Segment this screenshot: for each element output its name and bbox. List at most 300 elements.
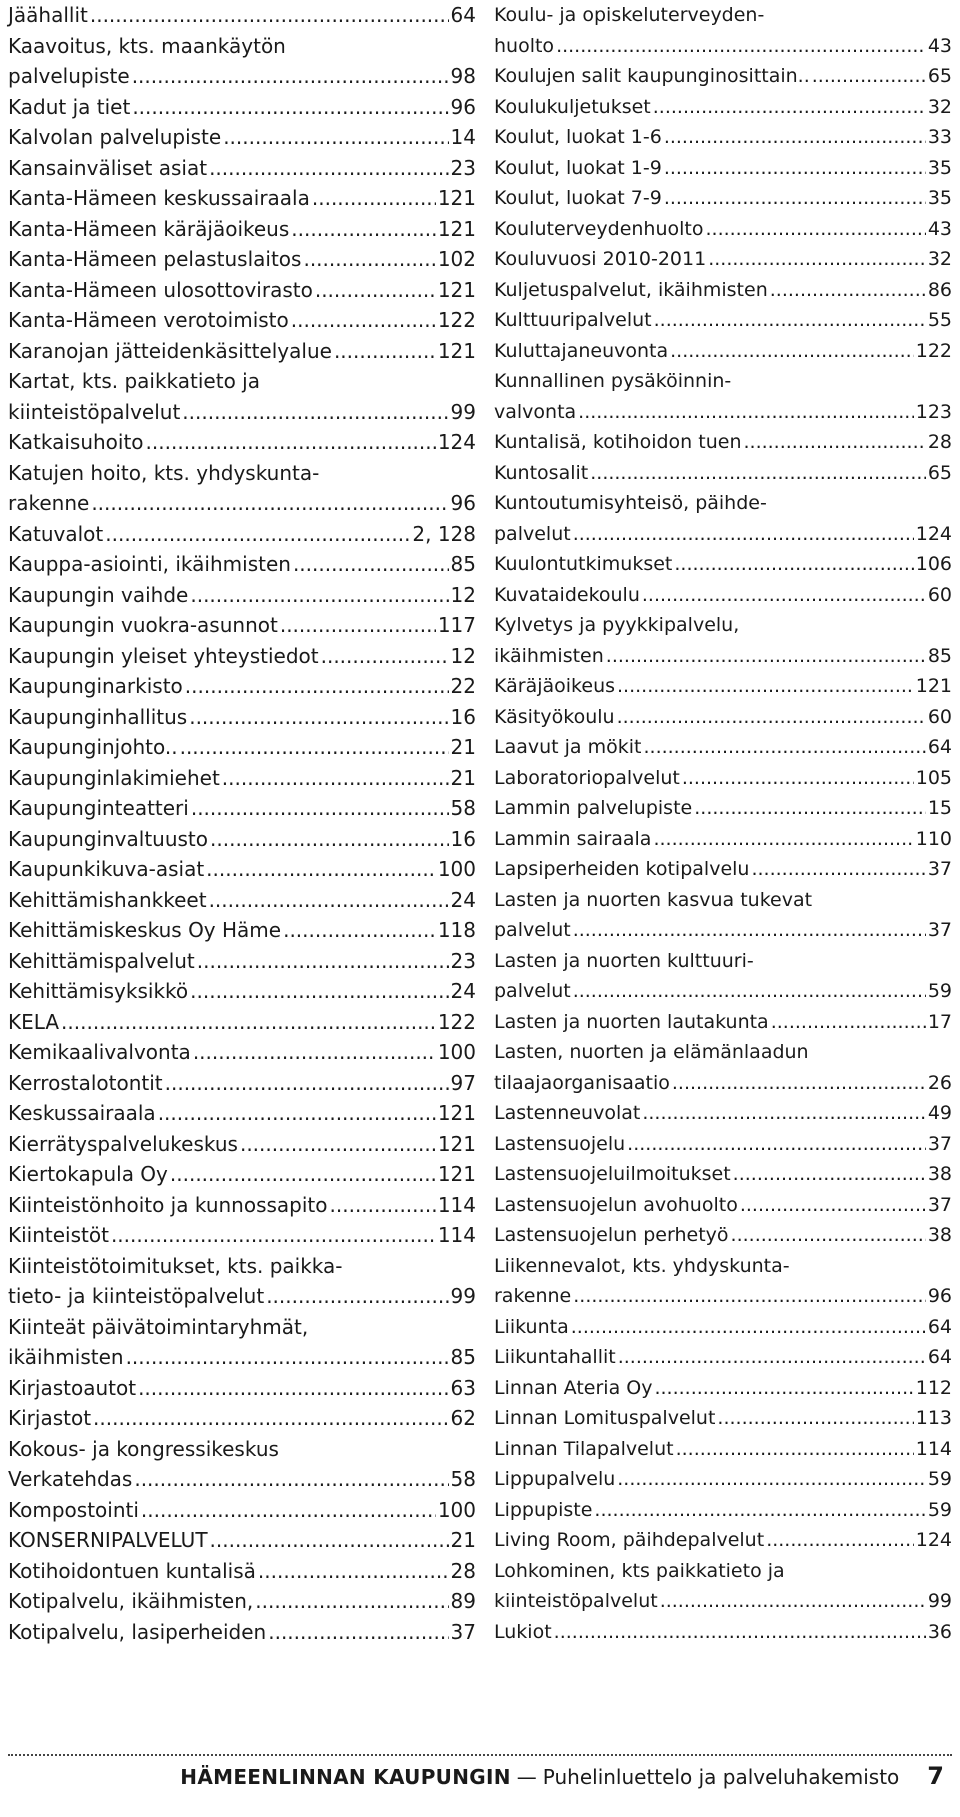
index-entry	[8, 1403, 476, 1434]
dot-leader	[90, 0, 449, 31]
index-entry-page: 96	[450, 94, 476, 119]
dot-leader	[617, 1464, 926, 1495]
index-entry	[494, 153, 952, 184]
index-entry-page: 37	[450, 1619, 476, 1644]
index-entry-name: Lasten ja nuorten lautakunta	[494, 1010, 769, 1033]
index-entry	[8, 0, 476, 31]
index-entry-name: Linnan Ateria Oy	[494, 1376, 653, 1399]
index-entry	[494, 671, 952, 702]
index-entry-page: 37	[927, 1193, 952, 1216]
index-entry	[494, 1495, 952, 1526]
index-entry-name: Koulut, luokat 7-9	[494, 187, 662, 209]
index-entry-name: Verkatehdas	[8, 1467, 133, 1491]
index-entry-name: Lippupiste	[494, 1498, 593, 1521]
index-entry-page: 38	[927, 1163, 952, 1185]
index-column-left	[8, 0, 476, 1647]
index-entry-heading: Katujen hoito, kts. yhdyskunta-	[8, 460, 320, 485]
index-entry	[8, 732, 476, 763]
index-entry	[494, 1129, 952, 1160]
index-entry-name: Kaupunginvaltuusto	[8, 826, 209, 851]
index-entry	[8, 549, 476, 580]
index-entry-name: Kehittämiskeskus Oy Häme	[8, 918, 282, 942]
index-entry-page: 32	[927, 95, 952, 118]
index-entry-name: Lastensuojelun avohuolto	[494, 1193, 738, 1216]
index-entry-page: 123	[915, 400, 952, 423]
index-entry-page: 14	[450, 125, 476, 149]
index-entry-name: Kuntalisä, kotihoidon tuen	[494, 431, 742, 453]
dot-leader	[654, 305, 926, 336]
index-entry-name: huolto	[494, 34, 555, 57]
index-entry-page: 36	[927, 1620, 952, 1643]
index-entry-page: 112	[915, 1376, 952, 1399]
dot-leader	[291, 214, 436, 245]
dot-leader	[315, 275, 436, 306]
dot-leader	[590, 458, 926, 489]
index-entry	[8, 702, 476, 733]
index-entry-page: 99	[450, 399, 476, 424]
dot-leader	[330, 1190, 436, 1221]
footer-subtitle: Puhelinluettelo ja palveluhakemisto	[542, 1765, 900, 1789]
index-entry-name: Koulut, luokat 1-9	[494, 156, 662, 179]
dot-leader	[138, 1373, 448, 1404]
index-entry-page: 43	[927, 34, 952, 57]
index-entry-page: 33	[927, 126, 952, 148]
footer-dash: —	[516, 1765, 537, 1789]
index-entry-name: Käsityökoulu	[494, 705, 615, 728]
dot-leader	[812, 61, 926, 92]
index-entry	[494, 275, 952, 306]
dot-leader	[255, 1586, 448, 1617]
dot-leader	[573, 519, 914, 550]
index-entry-name: Kauppa-asiointi, ikäihmisten	[8, 552, 291, 576]
index-entry-page: 124	[437, 430, 476, 454]
index-entry-heading: Kunnallinen pysäköinnin-	[494, 370, 732, 392]
dot-leader	[606, 641, 926, 672]
index-entry-page: 62	[450, 1406, 476, 1430]
dot-leader	[266, 1281, 448, 1312]
index-entry-page: 55	[927, 309, 952, 331]
dot-leader	[751, 854, 925, 885]
index-entry-page: 99	[927, 1590, 952, 1612]
index-entry	[8, 519, 476, 550]
index-entry-page: 122	[437, 1009, 476, 1034]
index-entry-heading: Kiinteistötoimitukset, kts. paikka-	[8, 1253, 343, 1278]
index-entry-page: 100	[437, 857, 476, 881]
dot-leader	[694, 793, 926, 824]
dot-leader	[676, 1434, 914, 1465]
dot-leader	[165, 1068, 449, 1099]
index-entry-page: 21	[450, 1528, 476, 1552]
index-entry	[8, 885, 476, 916]
index-entry-name: Koulukuljetukset	[494, 95, 651, 118]
index-entry-page: 106	[915, 553, 952, 575]
index-entry-page: 102	[437, 247, 476, 271]
index-entry-name: palvelut	[494, 980, 571, 1002]
dot-leader	[126, 1342, 449, 1373]
index-entry	[494, 580, 952, 611]
index-entry-name: Kemikaalivalvonta	[8, 1040, 191, 1064]
index-entry-page: 23	[450, 948, 476, 973]
index-entry	[494, 183, 952, 214]
dot-leader	[111, 1220, 436, 1251]
index-entry-name: Lukiot	[494, 1620, 552, 1643]
index-entry-name: kiinteistöpalvelut	[494, 1590, 658, 1612]
index-entry-name: Kirjastoautot	[8, 1375, 137, 1400]
dot-leader	[209, 885, 449, 916]
index-entry-page: 65	[927, 461, 952, 484]
dot-leader	[189, 702, 448, 733]
dot-leader	[733, 1159, 926, 1190]
footer-divider	[8, 1754, 952, 1756]
dot-leader	[193, 1037, 436, 1068]
index-entry-page: 35	[927, 187, 952, 209]
index-entry-name: palvelut	[494, 522, 571, 545]
index-entry-name: Keskussairaala	[8, 1101, 156, 1125]
index-entry	[8, 946, 476, 977]
index-entry-name: Laboratoriopalvelut	[494, 766, 680, 789]
index-entry-name: Kansainväliset asiat	[8, 155, 208, 180]
index-entry-name: Kuvataidekoulu	[494, 583, 640, 606]
dot-leader	[182, 397, 448, 428]
index-entry-name: Kaupungin vuokra-asunnot	[8, 613, 278, 637]
dot-leader	[653, 824, 913, 855]
index-entry	[494, 1464, 952, 1495]
index-entry-page: 59	[927, 980, 952, 1002]
index-entry	[494, 519, 952, 550]
index-entry	[8, 1068, 476, 1099]
index-entry-name: Linnan Lomituspalvelut	[494, 1407, 716, 1429]
index-entry-page: 59	[927, 1498, 952, 1521]
index-entry-name: Kotihoidontuen kuntalisä	[8, 1558, 256, 1583]
index-entry-page: 121	[437, 1162, 476, 1186]
index-entry-name: Karanojan jätteidenkäsittelyalue	[8, 338, 332, 363]
index-entry-page: 38	[927, 1224, 952, 1246]
dot-leader	[674, 549, 913, 580]
index-entry-page: 117	[437, 613, 476, 637]
index-entry	[8, 1007, 476, 1038]
index-entry-page: 28	[450, 1558, 476, 1583]
index-entry-page: 114	[437, 1192, 476, 1217]
index-entry	[494, 1525, 952, 1556]
index-entry-name: Kaupunginteatteri	[8, 796, 189, 820]
index-entry-name: Kouluvuosi 2010-2011	[494, 248, 707, 270]
dot-leader	[197, 946, 449, 977]
index-entry	[494, 92, 952, 123]
dot-leader	[743, 427, 925, 458]
index-entry-page: 23	[450, 155, 476, 180]
index-entry-name: Kehittämishankkeet	[8, 887, 207, 912]
index-entry	[494, 1159, 952, 1190]
index-entry-name: Kulttuuripalvelut	[494, 309, 652, 331]
index-entry-page: 121	[915, 675, 952, 697]
dot-leader	[660, 1586, 926, 1617]
index-entry-page: 89	[450, 1589, 476, 1613]
index-entry	[494, 244, 952, 275]
index-entry	[8, 763, 476, 794]
index-entry-page: 85	[450, 1345, 476, 1369]
index-entry-name: Katuvalot	[8, 521, 104, 546]
dot-leader	[293, 549, 449, 580]
index-entry-page: 113	[915, 1407, 952, 1429]
index-entry-page: 105	[915, 766, 952, 789]
index-entry-name: Kadut ja tiet	[8, 94, 131, 119]
dot-leader	[643, 732, 925, 763]
index-entry-page: 121	[437, 1101, 476, 1125]
index-entry-page: 118	[437, 918, 476, 942]
index-entry-page: 16	[450, 704, 476, 729]
dot-leader	[185, 671, 449, 702]
footer-brand: HÄMEENLINNAN KAUPUNGIN	[180, 1765, 511, 1789]
dot-leader	[61, 1007, 436, 1038]
dot-leader	[303, 244, 435, 275]
dot-leader	[190, 976, 448, 1007]
dot-leader	[132, 61, 449, 92]
index-entry-name: KONSERNIPALVELUT	[8, 1528, 208, 1552]
index-entry-page: 114	[437, 1223, 476, 1247]
index-entry-name: Kouluterveydenhuolto	[494, 217, 704, 240]
dot-leader	[708, 244, 926, 275]
index-entry	[8, 976, 476, 1007]
index-entry-page: 58	[450, 796, 476, 820]
index-entry-page: 21	[450, 765, 476, 790]
dot-leader	[141, 1495, 436, 1526]
index-entry-name: Kanta-Hämeen käräjäoikeus	[8, 216, 290, 241]
index-entry-heading: Kokous- ja kongressikeskus	[8, 1436, 279, 1461]
dot-leader	[573, 1281, 926, 1312]
index-entry-page: 24	[450, 887, 476, 912]
index-entry	[494, 1220, 952, 1251]
dot-leader	[158, 1098, 436, 1129]
index-entry-name: Kalvolan palvelupiste	[8, 125, 222, 149]
dot-leader	[321, 641, 449, 672]
index-entry-page: 12	[450, 643, 476, 668]
index-entry-page: 26	[927, 1071, 952, 1094]
index-entry-page: 37	[927, 858, 952, 880]
dot-leader	[268, 1617, 448, 1648]
index-entry-name: ikäihmisten	[8, 1345, 124, 1369]
index-entry-name: rakenne	[494, 1285, 572, 1307]
index-entry-name: rakenne	[8, 491, 90, 515]
index-entry	[494, 1403, 952, 1434]
index-entry-page: 114	[915, 1437, 952, 1460]
index-entry	[8, 1373, 476, 1404]
index-entry	[8, 854, 476, 885]
index-entry-page: 37	[927, 1132, 952, 1155]
dot-leader	[210, 824, 449, 855]
dot-leader	[146, 427, 436, 458]
index-entry-name: Liikuntahallit	[494, 1346, 616, 1368]
index-entry-page: 64	[450, 3, 476, 27]
index-entry	[8, 1586, 476, 1617]
index-entry-name: Kotipalvelu, lasiperheiden	[8, 1619, 267, 1644]
index-entry-name: Living Room, päihdepalvelut	[494, 1529, 765, 1551]
index-entry-name: Käräjäoikeus	[494, 675, 616, 697]
index-entry-page: 12	[450, 582, 476, 607]
index-entry-name: Kerrostalotontit	[8, 1070, 163, 1095]
dot-leader	[618, 1342, 926, 1373]
index-entry	[494, 397, 952, 428]
index-entry	[8, 641, 476, 672]
index-entry-name: Kaupungin yleiset yhteystiedot	[8, 643, 319, 668]
index-entry-heading: Kartat, kts. paikkatieto ja	[8, 369, 260, 393]
index-entry-page: 122	[437, 308, 476, 332]
index-entry	[8, 610, 476, 641]
index-entry-page: 49	[927, 1102, 952, 1124]
page-footer	[0, 1762, 944, 1790]
index-entry-page: 121	[437, 277, 476, 302]
index-entry-name: Liikunta	[494, 1315, 569, 1338]
index-entry-heading: Koulu- ja opiskeluterveyden-	[494, 4, 765, 26]
index-entry-page: 97	[450, 1070, 476, 1095]
index-entry-page: 35	[927, 156, 952, 179]
index-entry	[8, 793, 476, 824]
index-entry	[494, 1068, 952, 1099]
index-entry-name: Lastenneuvolat	[494, 1102, 641, 1124]
dot-leader	[222, 763, 449, 794]
index-entry	[8, 1129, 476, 1160]
dot-leader	[642, 1098, 925, 1129]
index-entry	[8, 214, 476, 245]
index-entry	[494, 854, 952, 885]
index-entry-name: valvonta	[494, 400, 577, 423]
dot-leader	[180, 732, 449, 763]
dot-leader	[664, 183, 926, 214]
dot-leader	[312, 183, 436, 214]
dot-leader	[210, 1525, 449, 1556]
index-entry-name: Kanta-Hämeen verotoimisto	[8, 308, 289, 332]
index-entry	[494, 1007, 952, 1038]
dot-leader	[670, 336, 914, 367]
index-entry	[8, 397, 476, 428]
index-entry	[8, 915, 476, 946]
index-entry-page: 124	[915, 1529, 952, 1551]
dot-leader	[258, 1556, 449, 1587]
index-entry-page: 100	[437, 1497, 476, 1522]
dot-leader	[672, 1068, 926, 1099]
index-entry-page: 100	[437, 1040, 476, 1064]
index-entry-page: 124	[915, 522, 952, 545]
index-entry-name: Kaupungin vaihde	[8, 582, 189, 607]
index-entry-name: Lastensuojeluilmoitukset	[494, 1163, 731, 1185]
dot-leader	[664, 122, 926, 153]
index-entry-name: Kuntosalit	[494, 461, 589, 484]
page-number: 7	[927, 1762, 944, 1790]
dot-leader	[105, 519, 410, 550]
index-entry	[8, 1190, 476, 1221]
index-entry-page: 121	[437, 216, 476, 241]
index-entry	[8, 275, 476, 306]
index-entry	[8, 488, 476, 519]
index-entry-heading: Lasten ja nuorten kulttuuri-	[494, 949, 754, 972]
index-entry-page: 63	[450, 1375, 476, 1400]
index-entry	[494, 305, 952, 336]
index-entry	[8, 1220, 476, 1251]
index-entry	[494, 763, 952, 794]
index-entry-page: 122	[915, 339, 952, 362]
index-entry-page: 21	[450, 735, 476, 759]
index-entry	[494, 915, 952, 946]
dot-leader	[627, 1129, 926, 1160]
index-entry-heading: Kylvetys ja pyykkipalvelu,	[494, 614, 740, 636]
index-entry-name: Kotipalvelu, ikäihmisten,	[8, 1589, 254, 1613]
index-entry-page: 64	[927, 1315, 952, 1338]
index-entry-name: ikäihmisten	[494, 644, 604, 667]
index-entry	[8, 1617, 476, 1648]
index-entry-heading: Lasten, nuorten ja elämänlaadun	[494, 1041, 809, 1063]
dot-leader	[223, 122, 448, 153]
index-entry	[8, 61, 476, 92]
dot-leader	[206, 854, 436, 885]
index-entry-name: Kierrätyspalvelukeskus	[8, 1131, 238, 1156]
index-entry	[8, 580, 476, 611]
index-entry-name: Kehittämisyksikkö	[8, 979, 189, 1003]
index-entry	[8, 1098, 476, 1129]
index-entry	[494, 1434, 952, 1465]
index-entry-page: 96	[927, 1285, 952, 1307]
dot-leader	[134, 1464, 448, 1495]
index-entry	[494, 31, 952, 62]
index-entry	[494, 1098, 952, 1129]
index-entry-page: 17	[927, 1010, 952, 1033]
index-entry	[494, 1586, 952, 1617]
index-entry-name: Lastensuojelun perhetyö	[494, 1224, 729, 1246]
dot-leader	[240, 1129, 436, 1160]
dot-leader	[594, 1495, 925, 1526]
dot-leader	[291, 305, 436, 336]
dot-leader	[717, 1403, 913, 1434]
dot-leader	[766, 1525, 914, 1556]
index-entry-name: tieto- ja kiinteistöpalvelut	[8, 1284, 265, 1308]
index-entry-heading: Kaavoitus, kts. maankäytön	[8, 33, 286, 58]
index-entry-page: 121	[437, 1131, 476, 1156]
index-entry-name: Kaupunkikuva-asiat	[8, 857, 205, 881]
dot-leader	[93, 1403, 449, 1434]
dot-leader	[573, 915, 926, 946]
index-entry-name: Kaupunginhallitus	[8, 704, 188, 729]
index-entry-page: 121	[437, 186, 476, 210]
dot-leader	[334, 336, 436, 367]
index-entry-name: Kaupunginarkisto	[8, 674, 183, 698]
index-entry-name: Lammin sairaala	[494, 827, 652, 850]
index-entry	[494, 1342, 952, 1373]
dot-leader	[170, 1159, 436, 1190]
dot-leader	[573, 976, 926, 1007]
index-entry-name: KELA	[8, 1009, 60, 1034]
index-entry	[8, 336, 476, 367]
index-entry-page: 98	[450, 64, 476, 88]
index-entry-page: 16	[450, 826, 476, 851]
dot-leader	[578, 397, 914, 428]
index-entry-name: Kehittämispalvelut	[8, 948, 195, 973]
index-entry-name: Kiertokapula Oy	[8, 1162, 168, 1186]
index-entry	[494, 549, 952, 580]
dot-leader	[617, 702, 926, 733]
index-entry	[8, 427, 476, 458]
index-entry	[8, 671, 476, 702]
dot-leader	[642, 580, 926, 611]
index-entry	[8, 1464, 476, 1495]
index-entry	[8, 1495, 476, 1526]
index-entry-name: Lammin palvelupiste	[494, 797, 693, 819]
index-entry-name: Jäähallit	[8, 3, 88, 27]
index-entry-name: tilaajaorganisaatio	[494, 1071, 670, 1094]
index-entry-page: 37	[927, 919, 952, 941]
dot-leader	[280, 610, 436, 641]
index-entry-page: 59	[927, 1468, 952, 1490]
index-entry	[494, 1617, 952, 1648]
index-entry-name: Katkaisuhoito	[8, 430, 144, 454]
index-entry-name: Kaupunginlakimiehet	[8, 765, 220, 790]
